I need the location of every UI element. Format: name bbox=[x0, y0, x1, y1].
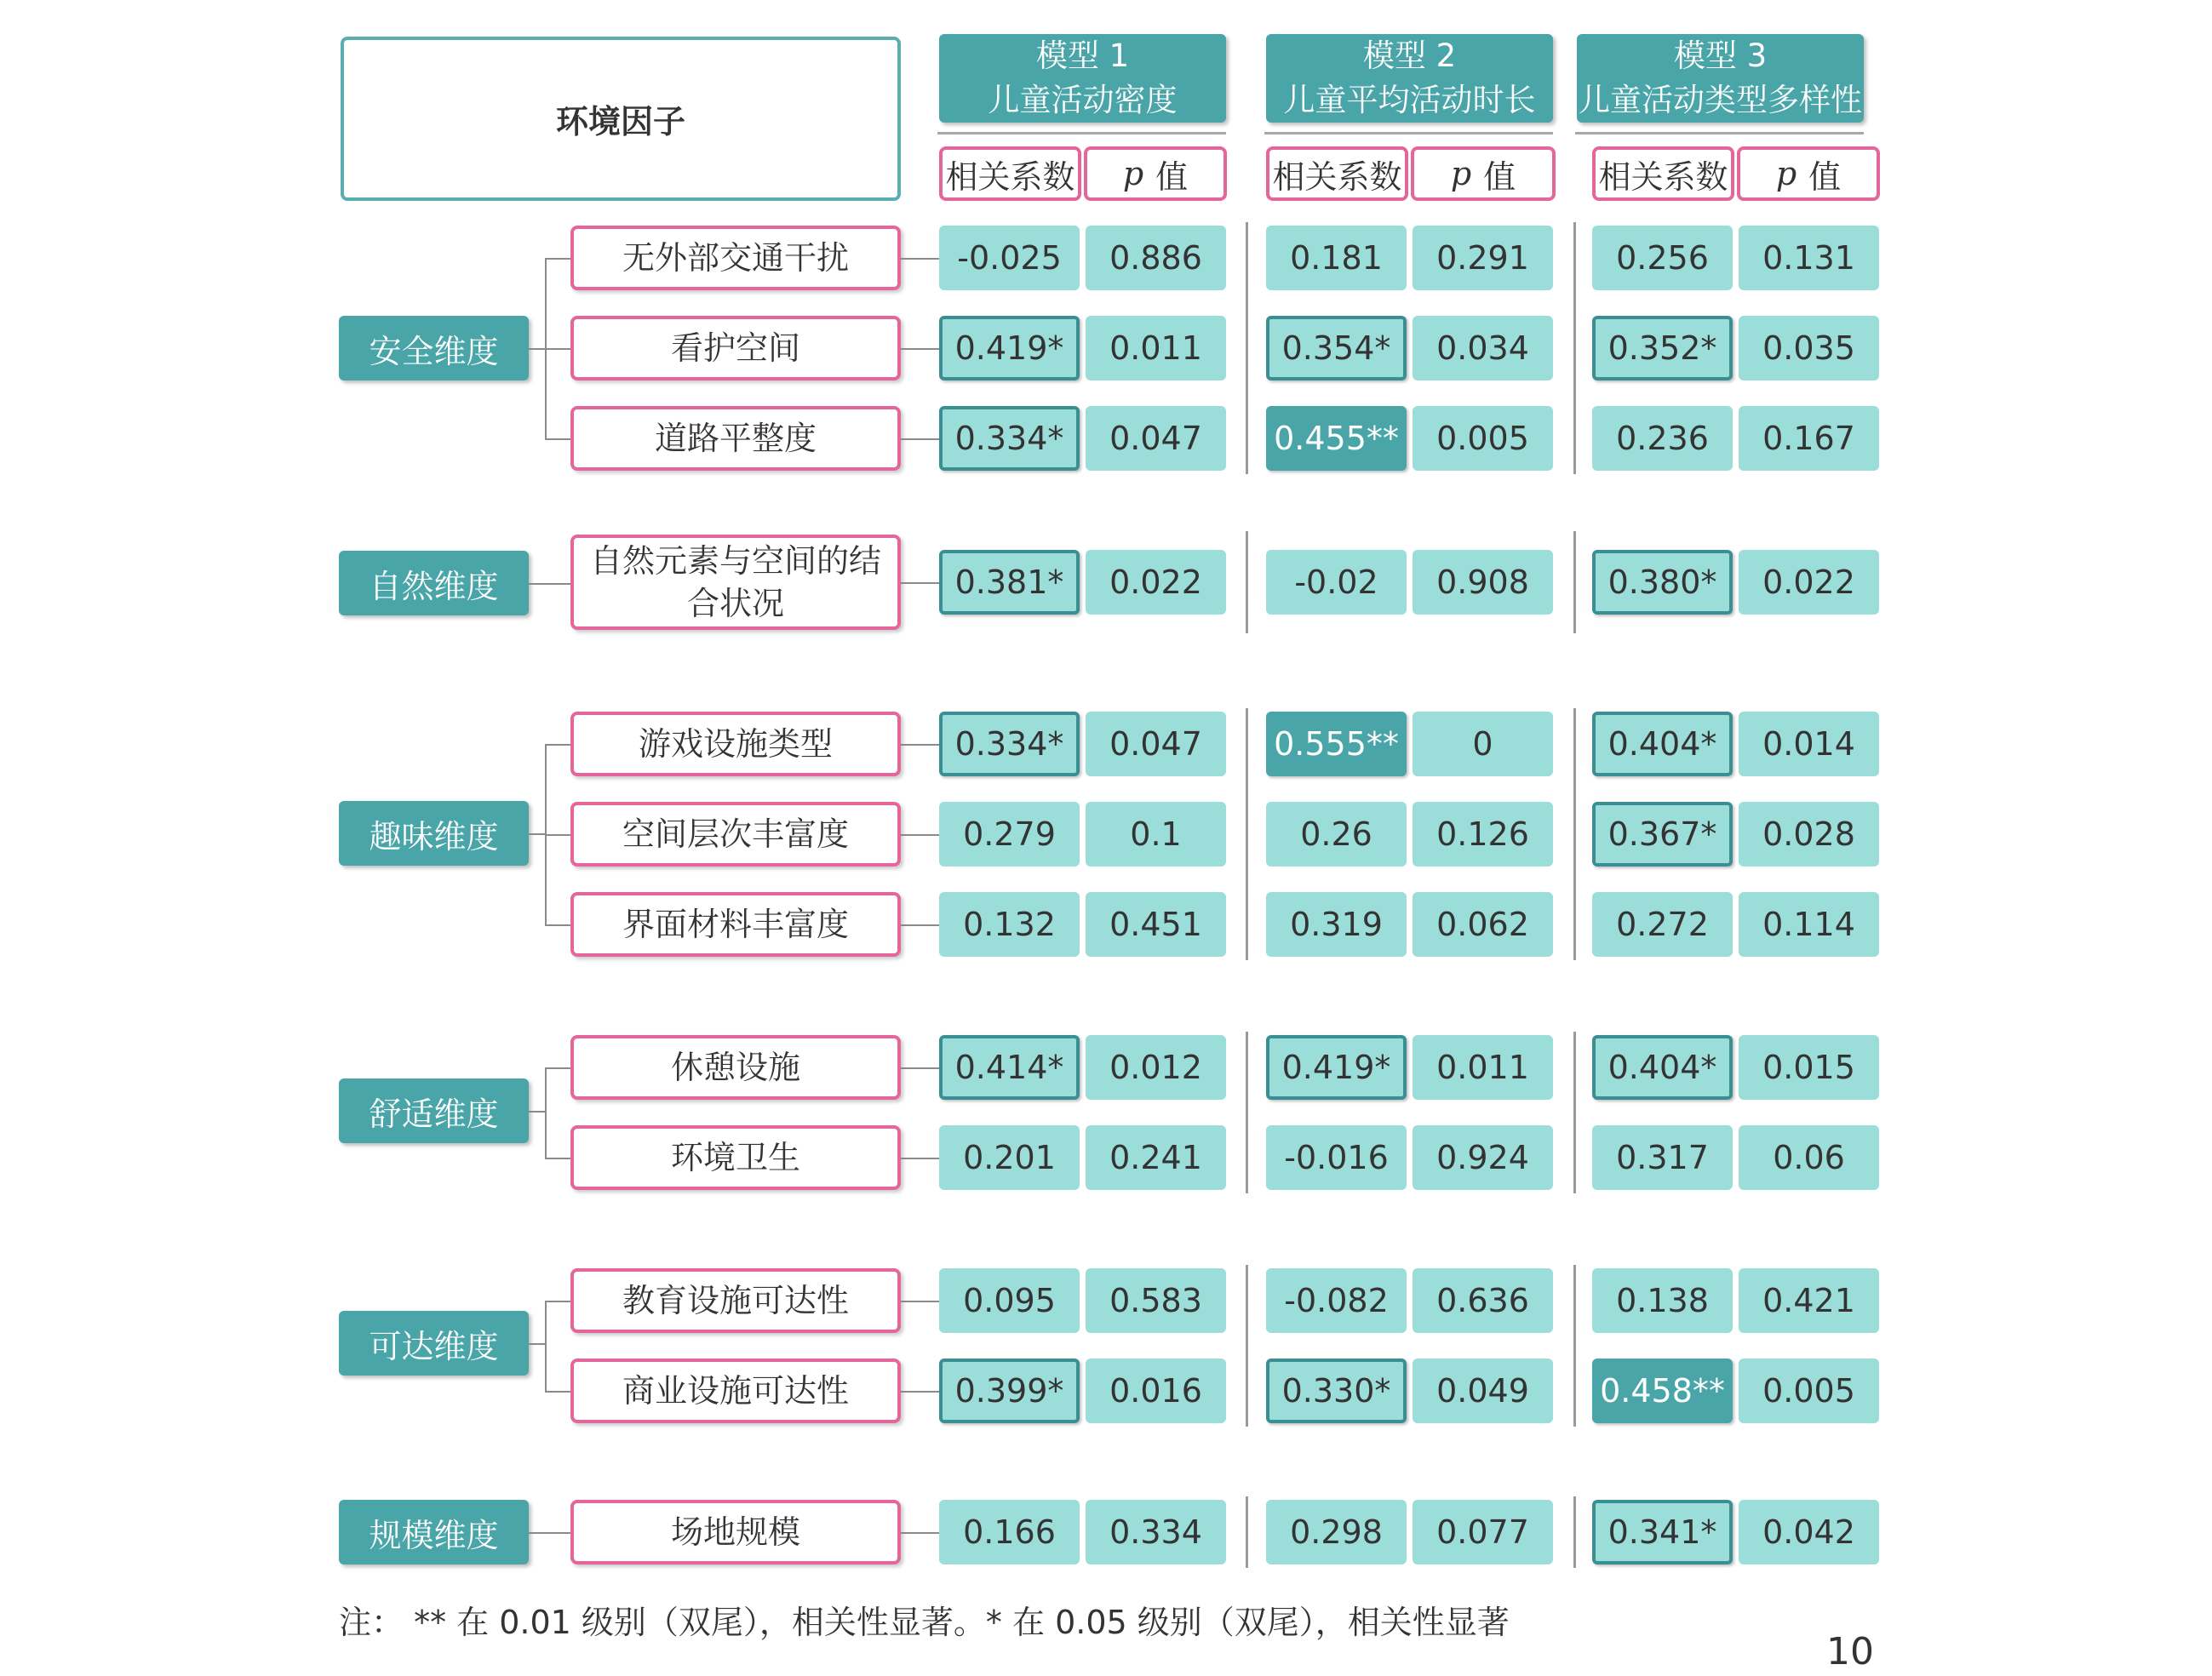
model-title: 模型 2 bbox=[1362, 37, 1457, 74]
bracket-line bbox=[529, 348, 545, 350]
coef-cell: -0.025 bbox=[939, 226, 1080, 290]
factor-item: 商业设施可达性 bbox=[570, 1359, 901, 1423]
p-value-cell: 0.014 bbox=[1739, 712, 1879, 776]
p-value-cell: 0.022 bbox=[1739, 550, 1879, 615]
coef-cell: 0.341* bbox=[1592, 1500, 1733, 1564]
p-header-3 bbox=[1737, 146, 1880, 201]
bracket-line bbox=[545, 1067, 570, 1069]
bracket-line bbox=[545, 348, 570, 350]
coef-header-3 bbox=[1592, 146, 1734, 201]
bracket-line bbox=[545, 1067, 547, 1158]
bracket-line bbox=[529, 1343, 545, 1345]
p-header-2 bbox=[1411, 146, 1556, 201]
footnote: 注： ** 在 0.01 级别（双尾），相关性显著。* 在 0.05 级别（双尾），相关性显著 bbox=[339, 1604, 1510, 1641]
p-value-cell: 0.06 bbox=[1739, 1125, 1879, 1190]
model-subtitle: 儿童活动密度 bbox=[988, 82, 1178, 118]
p-value-cell: 0.049 bbox=[1413, 1359, 1553, 1423]
p-value-cell: 0.005 bbox=[1413, 406, 1553, 471]
model-header-rule bbox=[937, 132, 1226, 134]
p-value-cell: 0.334 bbox=[1086, 1500, 1226, 1564]
coef-cell: 0.095 bbox=[939, 1268, 1080, 1333]
dimension-label: 规模维度 bbox=[339, 1500, 529, 1564]
factor-item: 环境卫生 bbox=[570, 1125, 901, 1190]
coef-cell: 0.404* bbox=[1592, 1035, 1733, 1100]
dimension-label: 可达维度 bbox=[339, 1311, 529, 1376]
page-number: 10 bbox=[1826, 1630, 1874, 1673]
p-value-cell: 0.005 bbox=[1739, 1359, 1879, 1423]
row-connector bbox=[901, 1391, 939, 1393]
factor-item: 无外部交通干扰 bbox=[570, 226, 901, 290]
p-value-cell: 0.241 bbox=[1086, 1125, 1226, 1190]
coef-header-2 bbox=[1266, 146, 1408, 201]
p-value-cell: 0.011 bbox=[1086, 316, 1226, 380]
p-value-cell: 0.035 bbox=[1739, 316, 1879, 380]
bracket-line bbox=[545, 744, 570, 746]
coef-cell: -0.082 bbox=[1266, 1268, 1407, 1333]
model-separator bbox=[1573, 222, 1576, 474]
p-symbol: p bbox=[1450, 155, 1472, 192]
model-header-3 bbox=[1577, 34, 1864, 123]
model-separator bbox=[1246, 222, 1248, 474]
p-value-cell: 0.291 bbox=[1413, 226, 1553, 290]
p-value-cell: 0.047 bbox=[1086, 406, 1226, 471]
dimension-label: 自然维度 bbox=[339, 551, 529, 615]
row-connector bbox=[901, 258, 939, 260]
p-value-cell: 0.451 bbox=[1086, 892, 1226, 957]
p-value-cell: 0.022 bbox=[1086, 550, 1226, 615]
coef-cell: 0.138 bbox=[1592, 1268, 1733, 1333]
factor-item: 自然元素与空间的结合状况 bbox=[570, 535, 901, 630]
bracket-line bbox=[545, 1301, 547, 1391]
bracket-line bbox=[529, 1111, 545, 1113]
p-value-cell: 0.126 bbox=[1413, 802, 1553, 867]
coef-cell: 0.317 bbox=[1592, 1125, 1733, 1190]
model-separator bbox=[1246, 1496, 1248, 1568]
row-connector bbox=[901, 348, 939, 350]
model-header-rule bbox=[1575, 132, 1864, 134]
dimension-label: 舒适维度 bbox=[339, 1078, 529, 1143]
bracket-line bbox=[545, 438, 570, 440]
model-header-rule bbox=[1264, 132, 1553, 134]
coef-cell: 0.419* bbox=[939, 316, 1080, 380]
p-header-1 bbox=[1084, 146, 1227, 201]
factor-item: 场地规模 bbox=[570, 1500, 901, 1564]
p-header-label: 值 bbox=[1483, 157, 1516, 196]
coef-cell: 0.166 bbox=[939, 1500, 1080, 1564]
coef-cell: 0.272 bbox=[1592, 892, 1733, 957]
coef-cell: 0.381* bbox=[939, 550, 1080, 615]
p-value-cell: 0.047 bbox=[1086, 712, 1226, 776]
coef-cell: 0.319 bbox=[1266, 892, 1407, 957]
row-connector bbox=[901, 1532, 939, 1534]
p-value-cell: 0.1 bbox=[1086, 802, 1226, 867]
row-connector bbox=[901, 582, 939, 584]
model-separator bbox=[1246, 1265, 1248, 1427]
bracket-line bbox=[545, 924, 570, 926]
model-separator bbox=[1573, 1265, 1576, 1427]
bracket-line bbox=[545, 1158, 570, 1159]
factor-item: 休憩设施 bbox=[570, 1035, 901, 1100]
model-title: 模型 3 bbox=[1673, 37, 1768, 74]
p-value-cell: 0.062 bbox=[1413, 892, 1553, 957]
p-header-label: 值 bbox=[1808, 157, 1842, 196]
p-value-cell: 0.636 bbox=[1413, 1268, 1553, 1333]
model-separator bbox=[1246, 708, 1248, 960]
factor-item: 看护空间 bbox=[570, 316, 901, 380]
coef-cell: 0.330* bbox=[1266, 1359, 1407, 1423]
p-value-cell: 0.028 bbox=[1739, 802, 1879, 867]
row-connector bbox=[901, 744, 939, 746]
coef-cell: -0.016 bbox=[1266, 1125, 1407, 1190]
coef-cell: 0.279 bbox=[939, 802, 1080, 867]
coef-cell: 0.399* bbox=[939, 1359, 1080, 1423]
row-connector bbox=[901, 1067, 939, 1069]
model-separator bbox=[1573, 708, 1576, 960]
model-header-1 bbox=[939, 34, 1226, 123]
factor-item: 游戏设施类型 bbox=[570, 712, 901, 776]
model-title: 模型 1 bbox=[1035, 37, 1130, 74]
bracket-line bbox=[545, 258, 570, 260]
coef-cell: 0.26 bbox=[1266, 802, 1407, 867]
p-value-cell: 0.077 bbox=[1413, 1500, 1553, 1564]
p-value-cell: 0.042 bbox=[1739, 1500, 1879, 1564]
coef-cell: 0.132 bbox=[939, 892, 1080, 957]
model-separator bbox=[1573, 531, 1576, 633]
model-separator bbox=[1246, 1032, 1248, 1193]
bracket-line bbox=[529, 833, 545, 835]
p-value-cell: 0.114 bbox=[1739, 892, 1879, 957]
coef-cell: 0.334* bbox=[939, 712, 1080, 776]
p-value-cell: 0.131 bbox=[1739, 226, 1879, 290]
coef-cell: 0.455** bbox=[1266, 406, 1407, 471]
coef-cell: 0.458** bbox=[1592, 1359, 1733, 1423]
factor-header-label: 环境因子 bbox=[555, 103, 685, 140]
row-connector bbox=[901, 834, 939, 836]
p-value-cell: 0.167 bbox=[1739, 406, 1879, 471]
coef-cell: 0.367* bbox=[1592, 802, 1733, 867]
bracket-line bbox=[529, 583, 570, 585]
model-subtitle: 儿童平均活动时长 bbox=[1283, 82, 1536, 118]
coef-cell: 0.201 bbox=[939, 1125, 1080, 1190]
p-symbol: p bbox=[1122, 155, 1144, 192]
coef-cell: 0.354* bbox=[1266, 316, 1407, 380]
dimension-label: 趣味维度 bbox=[339, 801, 529, 866]
coef-cell: 0.334* bbox=[939, 406, 1080, 471]
p-value-cell: 0.886 bbox=[1086, 226, 1226, 290]
factor-header bbox=[341, 37, 901, 201]
model-separator bbox=[1246, 531, 1248, 633]
p-header-label: 值 bbox=[1155, 157, 1189, 196]
coef-header-1 bbox=[939, 146, 1081, 201]
bracket-line bbox=[545, 1301, 570, 1302]
coef-header-label: 相关系数 bbox=[1272, 157, 1402, 196]
p-value-cell: 0.421 bbox=[1739, 1268, 1879, 1333]
coef-header-label: 相关系数 bbox=[1598, 157, 1728, 196]
p-value-cell: 0 bbox=[1413, 712, 1553, 776]
bracket-line bbox=[545, 1391, 570, 1393]
p-value-cell: 0.924 bbox=[1413, 1125, 1553, 1190]
row-connector bbox=[901, 438, 939, 440]
coef-cell: 0.555** bbox=[1266, 712, 1407, 776]
factor-item: 界面材料丰富度 bbox=[570, 892, 901, 957]
coef-cell: 0.256 bbox=[1592, 226, 1733, 290]
dimension-label: 安全维度 bbox=[339, 316, 529, 380]
model-header-2 bbox=[1266, 34, 1553, 123]
coef-cell: 0.404* bbox=[1592, 712, 1733, 776]
coef-cell: 0.419* bbox=[1266, 1035, 1407, 1100]
model-separator bbox=[1573, 1032, 1576, 1193]
coef-cell: 0.181 bbox=[1266, 226, 1407, 290]
p-value-cell: 0.583 bbox=[1086, 1268, 1226, 1333]
row-connector bbox=[901, 924, 939, 926]
p-value-cell: 0.012 bbox=[1086, 1035, 1226, 1100]
model-separator bbox=[1573, 1496, 1576, 1568]
p-value-cell: 0.016 bbox=[1086, 1359, 1226, 1423]
row-connector bbox=[901, 1301, 939, 1302]
coef-header-label: 相关系数 bbox=[945, 157, 1075, 196]
factor-item: 教育设施可达性 bbox=[570, 1268, 901, 1333]
p-value-cell: 0.908 bbox=[1413, 550, 1553, 615]
p-symbol: p bbox=[1775, 155, 1797, 192]
coef-cell: 0.380* bbox=[1592, 550, 1733, 615]
factor-item: 空间层次丰富度 bbox=[570, 802, 901, 867]
bracket-line bbox=[545, 834, 570, 836]
p-value-cell: 0.034 bbox=[1413, 316, 1553, 380]
bracket-line bbox=[529, 1532, 570, 1534]
coef-cell: 0.298 bbox=[1266, 1500, 1407, 1564]
coef-cell: 0.352* bbox=[1592, 316, 1733, 380]
row-connector bbox=[901, 1158, 939, 1159]
coef-cell: 0.236 bbox=[1592, 406, 1733, 471]
model-subtitle: 儿童活动类型多样性 bbox=[1579, 82, 1862, 118]
p-value-cell: 0.011 bbox=[1413, 1035, 1553, 1100]
factor-item: 道路平整度 bbox=[570, 406, 901, 471]
p-value-cell: 0.015 bbox=[1739, 1035, 1879, 1100]
coef-cell: 0.414* bbox=[939, 1035, 1080, 1100]
coef-cell: -0.02 bbox=[1266, 550, 1407, 615]
